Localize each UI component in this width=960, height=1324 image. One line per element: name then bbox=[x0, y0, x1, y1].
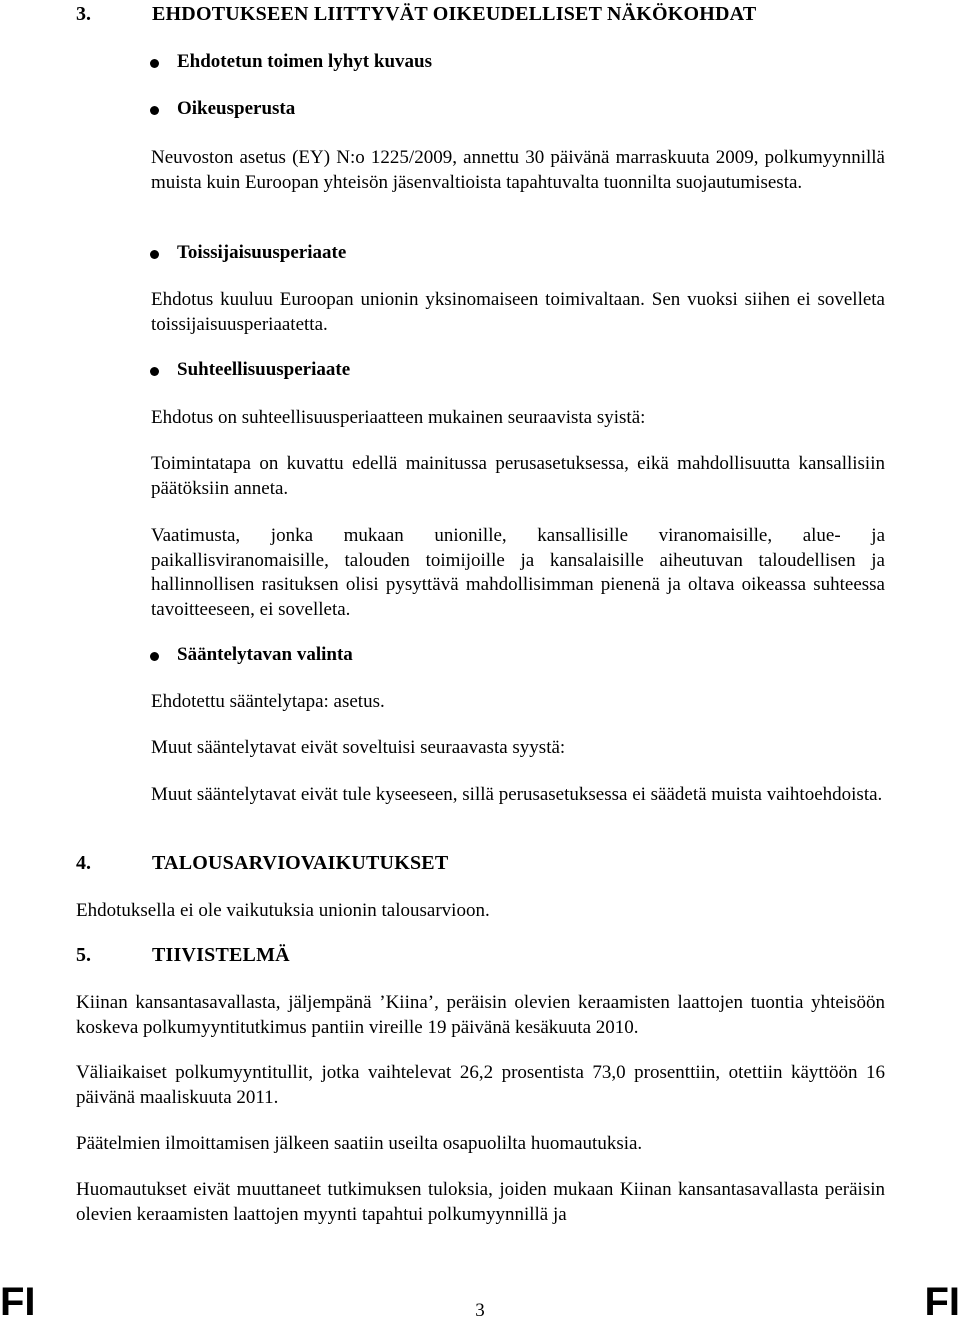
section-5-number: 5. bbox=[76, 944, 91, 966]
section-4-number: 4. bbox=[76, 852, 91, 874]
section-4-title: TALOUSARVIOVAIKUTUKSET bbox=[152, 852, 449, 874]
bullet-instrument-choice: Sääntelytavan valinta bbox=[177, 644, 353, 665]
footer-language-left: FI bbox=[0, 1280, 36, 1324]
bullet-proposal-description: Ehdotetun toimen lyhyt kuvaus bbox=[177, 51, 432, 72]
instrument-reason-text: Muut sääntelytavat eivät tule kyseeseen, sillä perusasetuksessa ei säädetä muista vaihtoehdoista. bbox=[151, 784, 883, 805]
proportionality-intro: Ehdotus on suhteellisuusperiaatteen mukainen seuraavista syistä: bbox=[151, 407, 646, 428]
bullet-icon bbox=[150, 59, 159, 68]
page-number: 3 bbox=[475, 1300, 485, 1321]
summary-paragraph-3: Päätelmien ilmoittamisen jälkeen saatiin useilta osapuolilta huomautuksia. bbox=[76, 1133, 643, 1154]
bullet-subsidiarity: Toissijaisuusperiaate bbox=[177, 242, 347, 263]
bullet-icon bbox=[150, 106, 159, 115]
section-3-title: EHDOTUKSEEN LIITTYVÄT OIKEUDELLISET NÄKÖKOHDAT bbox=[152, 3, 757, 25]
bullet-proportionality: Suhteellisuusperiaate bbox=[177, 359, 351, 380]
legal-basis-text: Neuvoston asetus (EY) N:o 1225/2009, annettu 30 päivänä marraskuuta 2009, polkumyynnillä muista kuin Euroopan yhteisön jäsenvaltioista tapahtuvalta tuonnilta suojautumisesta. bbox=[151, 147, 885, 193]
bullet-icon bbox=[150, 250, 159, 259]
bullet-icon bbox=[150, 367, 159, 376]
summary-paragraph-4: Huomautukset eivät muuttaneet tutkimuksen tuloksia, joiden mukaan Kiinan kansantasavallasta peräisin olevien keraamisten laattojen myynti tapahtui polkumyynnillä ja bbox=[76, 1179, 885, 1225]
section-3-number: 3. bbox=[76, 3, 91, 25]
budget-text: Ehdotuksella ei ole vaikutuksia unionin talousarvioon. bbox=[76, 900, 490, 921]
proportionality-paragraph-2: Vaatimusta, jonka mukaan unionille, kansallisille viranomaisille, alue- ja paikallisviranomaisille, talouden toimijoille ja kansalaisille aiheutuvan taloudellisen ja hallinnollisen rasituksen olisi pysyttävä mahdollisimman pienenä ja oltava oikeassa suhteessa tavoitteeseen, ei sovelleta. bbox=[151, 525, 885, 620]
proportionality-paragraph-1: Toimintatapa on kuvattu edellä mainitussa perusasetuksessa, eikä mahdollisuutta kansallisiin päätöksiin anneta. bbox=[151, 453, 885, 499]
instrument-chosen-text: Ehdotettu sääntelytapa: asetus. bbox=[151, 691, 385, 712]
summary-paragraph-1: Kiinan kansantasavallasta, jäljempänä ’Kiina’, peräisin olevien keraamisten laattojen tuontia yhteisöön koskeva polkumyyntitutkimus pantiin vireille 19 päivänä kesäkuuta 2010. bbox=[76, 992, 885, 1038]
subsidiarity-text: Ehdotus kuuluu Euroopan unionin yksinomaiseen toimivaltaan. Sen vuoksi siihen ei sovelleta toissijaisuusperiaatetta. bbox=[151, 289, 885, 335]
footer-language-right: FI bbox=[924, 1280, 960, 1324]
bullet-icon bbox=[150, 652, 159, 661]
instrument-other-text: Muut sääntelytavat eivät soveltuisi seuraavasta syystä: bbox=[151, 737, 566, 758]
bullet-legal-basis: Oikeusperusta bbox=[177, 98, 296, 119]
summary-paragraph-2: Väliaikaiset polkumyyntitullit, jotka vaihtelevat 26,2 prosentista 73,0 prosenttiin, otettiin käyttöön 16 päivänä maaliskuuta 2011. bbox=[76, 1062, 885, 1108]
section-5-title: TIIVISTELMÄ bbox=[152, 944, 290, 966]
